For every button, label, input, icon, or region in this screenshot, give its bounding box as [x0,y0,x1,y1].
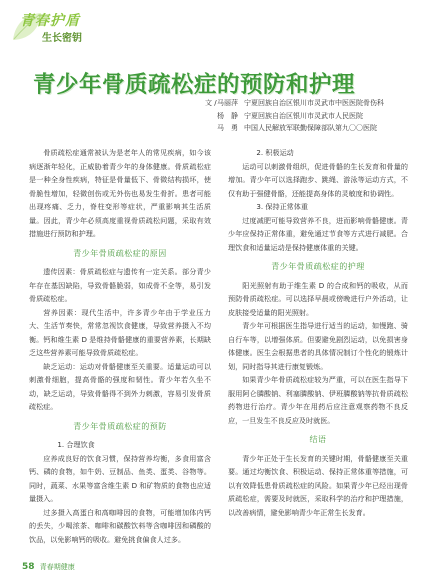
page-number: 58 [22,562,35,572]
diet-paragraph-2: 过多摄入高蛋白和高咖啡因的食物，可能增加体内钙的丢失，少喝浓茶、咖啡和碳酸饮料等含咖啡因和磷酸的饮品，以免影响钙的吸收。避免挑食偏食人过多。 [29,507,211,544]
intro-paragraph: 骨质疏松症通常被认为是老年人的常见疾病，如今该病逐渐年轻化，正威胁着青少年的身体健康。骨质疏松症是一种全身性疾病，特征是骨量低下、骨微结构损坏，使骨脆性增加，轻微创伤或无外伤也易发生骨折。患者可能出现疼痛、乏力，脊柱变形等症状，严重影响其生活质量。因此，青少年必须高度重视骨质疏松问题，采取有效措施进行预防和护理。 [29,148,211,238]
author-prefix [205,110,217,123]
left-column [29,146,211,546]
exercise-lack-paragraph: 缺乏运动：运动对骨骼健康至关重要。适量运动可以刺激骨细胞，提高骨骼的强度和韧性。青少年若久坐不动，缺乏运动，导致骨骼得不到外力刺激，容易引发骨质疏松症。 [29,361,211,411]
author-prefix [205,122,217,135]
author-row [205,110,384,123]
exercise-paragraph: 运动可以刺激骨组织，促进骨骼的生长发育和骨量的增加。青少年可以选择跑步、跳绳、游泳等运动方式，不仅有助于强健骨骼，还能提高身体的灵敏度和协调性。 [228,161,408,198]
weight-paragraph: 过度减肥可能导致营养不良，进而影响骨骼健康。青少年应保持正常体重，避免通过节食等方式进行减肥。合理饮食和适量运动是保持健康体重的关键。 [228,215,408,252]
causes-heading: 青少年骨质疏松症的原因 [73,248,167,258]
conclusion-paragraph: 青少年正处于生长发育的关键时期，骨骼健康至关重要。通过均衡饮食、积极运动、保持正常体重等措施，可以有效降低患骨质疏松症的风险。如果青少年已经出现骨质疏松症，需要及时就医，采取科学的治疗和护理措施，以改善病情，避免影响青少年正常生长发育。 [228,453,408,517]
exercise-subheading: 2. 积极运动 [256,148,294,157]
author-name: 马丽萍 [217,99,238,107]
author-name: 马 勇 [217,124,238,132]
diet-subheading: 1. 合理饮食 [57,440,95,449]
journal-name: 青春期健康 [39,563,75,571]
author-affiliation: 宁夏回族自治区银川市灵武市中医医院骨伤科 [244,99,384,107]
weight-subheading: 3. 保持正常体重 [256,202,308,211]
care-heading: 青少年骨质疏松症的护理 [271,262,365,271]
author-row [205,122,384,135]
conclusion-heading: 结语 [309,435,327,444]
article-title: 青少年骨质疏松症的预防和护理 [33,72,356,98]
author-row [205,97,384,110]
diet-paragraph: 应养成良好的饮食习惯，保持营养均衡，多食用富含钙、磷的食物，如牛奶、豆制品、鱼类、蛋类、谷物等。同时，蔬菜、水果等富含维生素 D 和矿物质的食物也应适量摄入。 [29,453,211,503]
author-list [205,97,384,135]
author-name: 杨 静 [217,111,238,120]
genetic-paragraph: 遗传因素：骨质疏松症与遗传有一定关系。部分青少年存在基因缺陷，导致骨骼脆弱，如成骨不全等，易引发骨质疏松症。 [29,267,211,303]
author-prefix: 文 / [205,99,217,107]
page-footer [22,562,75,572]
author-affiliation: 宁夏回族自治区银川市灵武市人民医院 [244,111,363,120]
prevention-heading: 青少年骨质疏松症的预防 [73,421,167,431]
care-paragraph-3: 如果青少年骨质疏松症较为严重，可以在医生指导下服用阿仑膦酸钠、利塞膦酸钠、伊班膦酸钠等抗骨质疏松药物进行治疗。青少年在用药后应注意观察药物不良反应，一旦发生不良反应及时就医。 [228,375,408,425]
care-paragraph-2: 青少年可根据医生指导进行适当的运动，如慢跑、骑自行车等，以增强体质。但要避免剧烈运动，以免损害身体健康。医生会根据患者的具体情况制订个性化的锻炼计划，同时指导其进行康复锻炼。 [228,321,408,371]
right-column [228,146,408,519]
care-paragraph-1: 阳光照射有助于维生素 D 的合成和钙的吸收，从而预防骨质疏松症。可以选择早晨或傍晚进行户外活动，让皮肤接受适量的阳光照射。 [228,280,408,317]
section-title: 青春护盾 [20,13,80,29]
nutrition-paragraph: 营养因素：现代生活中，许多青少年由于学业压力大、生活节奏快，常常忽视饮食健康，导致营养摄入不均衡。钙和维生素 D 是维持骨骼健康的重要营养素，长期缺乏这些营养素可能导致骨质疏松症。 [29,307,211,357]
section-subtitle: 生长密钥 [42,33,82,44]
author-affiliation: 中国人民解放军联勤保障部队第九〇〇医院 [244,124,377,132]
section-header [0,0,427,52]
